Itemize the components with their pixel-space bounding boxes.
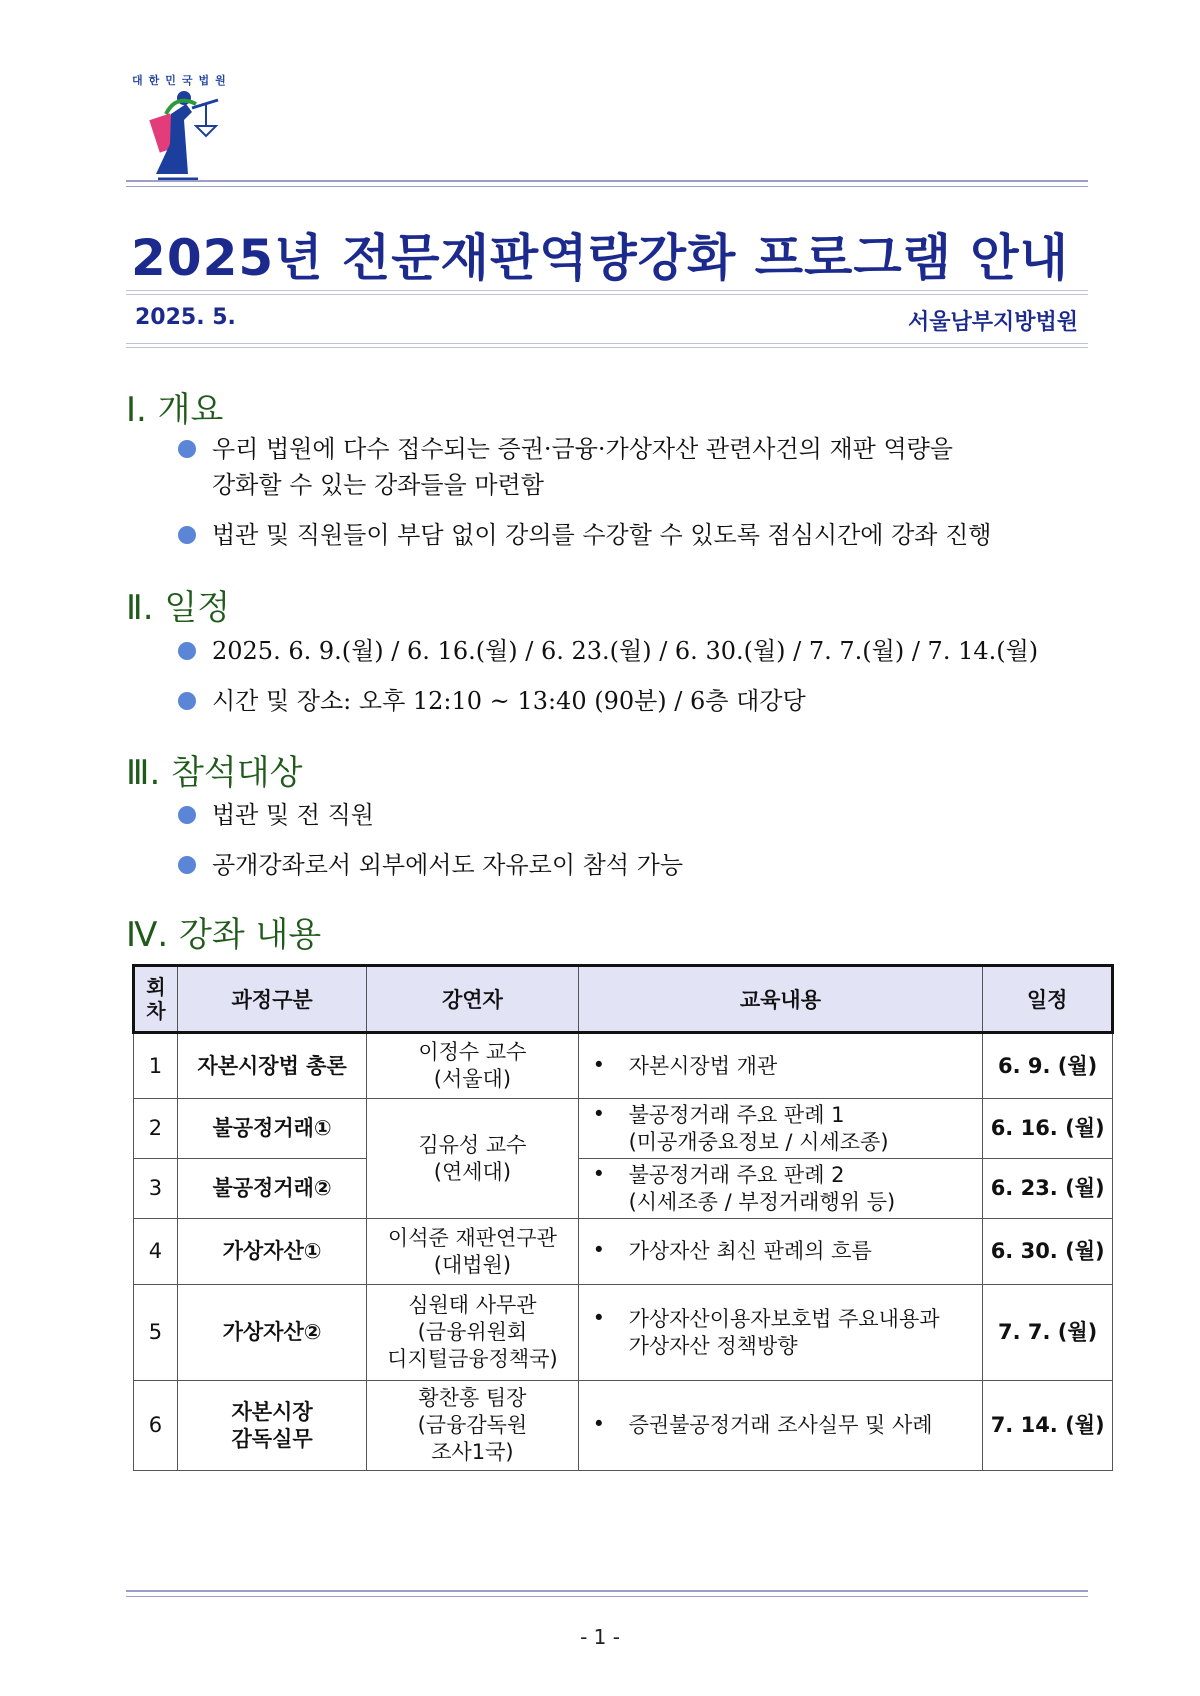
cell-lecturer: 황찬홍 팀장 (금융감독원 조사1국) <box>367 1381 578 1471</box>
lecture-table <box>132 964 1114 1471</box>
bullet-dot-icon <box>178 692 196 710</box>
bullet-icon: • <box>592 1305 605 1330</box>
cell-round: 6 <box>134 1381 178 1471</box>
cell-round: 2 <box>134 1099 178 1159</box>
page-title: 2025년 전문재판역량강화 프로그램 안내 <box>131 229 1069 287</box>
table-row <box>134 1219 1113 1285</box>
cell-round: 3 <box>134 1159 178 1219</box>
bullet-icon: • <box>592 1052 605 1077</box>
cell-course: 가상자산① <box>177 1219 366 1285</box>
cell-content <box>578 1099 983 1159</box>
section-heading-overview: Ⅰ. 개요 <box>126 390 224 430</box>
cell-content <box>578 1033 983 1099</box>
cell-round: 4 <box>134 1219 178 1285</box>
cell-course: 자본시장 감독실무 <box>177 1381 366 1471</box>
cell-course: 불공정거래② <box>177 1159 366 1219</box>
header-lecturer: 강연자 <box>367 966 578 1033</box>
section-heading-attendees: Ⅲ. 참석대상 <box>126 753 303 793</box>
header-rule-mid <box>126 290 1088 295</box>
header-round: 회 차 <box>134 966 178 1033</box>
table-header-row <box>134 966 1113 1033</box>
bullet-dot-icon <box>178 526 196 544</box>
cell-round: 5 <box>134 1285 178 1381</box>
content-text: 불공정거래 주요 판례 1 (미공개중요정보 / 시세조종) <box>628 1102 889 1154</box>
cell-content <box>578 1381 983 1471</box>
table-row <box>134 1285 1113 1381</box>
bullet-icon: • <box>592 1161 605 1186</box>
cell-date: 6. 23. (월) <box>983 1159 1113 1219</box>
bullet-dot-icon <box>178 642 196 660</box>
cell-content <box>578 1219 983 1285</box>
header-rule-bottom <box>126 343 1088 348</box>
court-logo <box>126 74 246 184</box>
footer-rule <box>126 1590 1088 1597</box>
section-heading-schedule: Ⅱ. 일정 <box>126 588 231 628</box>
court-name: 서울남부지방법원 <box>907 310 1078 335</box>
logo-text: 대한민국법원 <box>132 74 232 87</box>
bullet-dot-icon <box>178 440 196 458</box>
table-row <box>134 1033 1113 1099</box>
table-row <box>134 1099 1113 1159</box>
cell-course: 자본시장법 총론 <box>177 1033 366 1099</box>
bullet-icon: • <box>592 1101 605 1126</box>
bullet-icon: • <box>592 1238 605 1262</box>
cell-course: 가상자산② <box>177 1285 366 1381</box>
header-date: 일정 <box>983 966 1113 1033</box>
cell-date: 7. 7. (월) <box>983 1285 1113 1381</box>
cell-lecturer: 심원태 사무관 (금융위원회 디지털금융정책국) <box>367 1285 578 1381</box>
cell-date: 6. 30. (월) <box>983 1219 1113 1285</box>
bullet-dot-icon <box>178 856 196 874</box>
cell-lecturer: 김유성 교수 (연세대) <box>367 1099 578 1219</box>
cell-content <box>578 1285 983 1381</box>
cell-content <box>578 1159 983 1219</box>
content-text: 가상자산이용자보호법 주요내용과 가상자산 정책방향 <box>628 1306 940 1358</box>
table-row <box>134 1381 1113 1471</box>
header-course: 과정구분 <box>177 966 366 1033</box>
table-row <box>134 1159 1113 1219</box>
cell-course: 불공정거래① <box>177 1099 366 1159</box>
document-date: 2025. 5. <box>135 305 236 330</box>
header-rule-top <box>126 180 1088 187</box>
cell-date: 6. 9. (월) <box>983 1033 1113 1099</box>
bullet-dot-icon <box>178 806 196 824</box>
page-number: - 1 - <box>580 1625 620 1649</box>
section-heading-lectures: Ⅳ. 강좌 내용 <box>126 915 322 955</box>
cell-round: 1 <box>134 1033 178 1099</box>
header-content: 교육내용 <box>578 966 983 1033</box>
content-text: 불공정거래 주요 판례 2 (시세조종 / 부정거래행위 등) <box>628 1162 896 1214</box>
bullet-icon: • <box>592 1412 605 1436</box>
cell-lecturer: 이정수 교수 (서울대) <box>367 1033 578 1099</box>
content-text: 자본시장법 개관 <box>628 1053 778 1078</box>
content-text: 가상자산 최신 판례의 흐름 <box>628 1239 872 1263</box>
content-text: 증권불공정거래 조사실무 및 사례 <box>628 1413 933 1437</box>
cell-date: 6. 16. (월) <box>983 1099 1113 1159</box>
cell-date: 7. 14. (월) <box>983 1381 1113 1471</box>
cell-lecturer: 이석준 재판연구관 (대법원) <box>367 1219 578 1285</box>
